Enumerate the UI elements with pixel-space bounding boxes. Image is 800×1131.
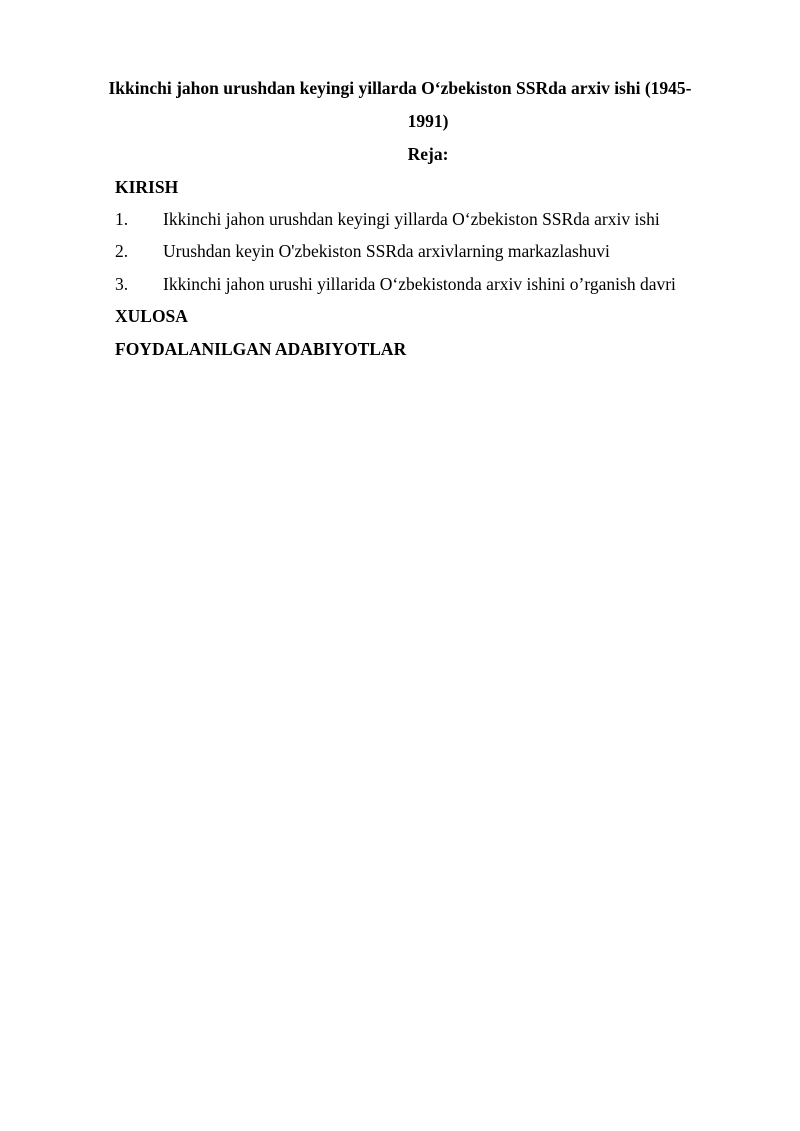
plan-heading: Reja:	[407, 144, 449, 164]
plan-item-number: 1.	[115, 209, 129, 229]
plan-item-text: Urushdan keyin O'zbekiston SSRda arxivlarning markazlashuvi	[163, 241, 610, 261]
document-title-line-2: 1991)	[407, 111, 449, 131]
plan-item-text: Ikkinchi jahon urushi yillarida O‘zbekistonda arxiv ishini o’rganish davri	[163, 274, 676, 294]
document-title-line-1: Ikkinchi jahon urushdan keyingi yillarda O‘zbekiston SSRda arxiv ishi (1945-	[108, 78, 692, 98]
plan-item-number: 3.	[115, 274, 129, 294]
intro-heading: KIRISH	[115, 177, 179, 197]
plan-item-text: Ikkinchi jahon urushdan keyingi yillarda O‘zbekiston SSRda arxiv ishi	[163, 209, 660, 229]
plan-item-number: 2.	[115, 241, 129, 261]
references-heading: FOYDALANILGAN ADABIYOTLAR	[115, 339, 407, 359]
conclusion-heading: XULOSA	[115, 306, 188, 326]
